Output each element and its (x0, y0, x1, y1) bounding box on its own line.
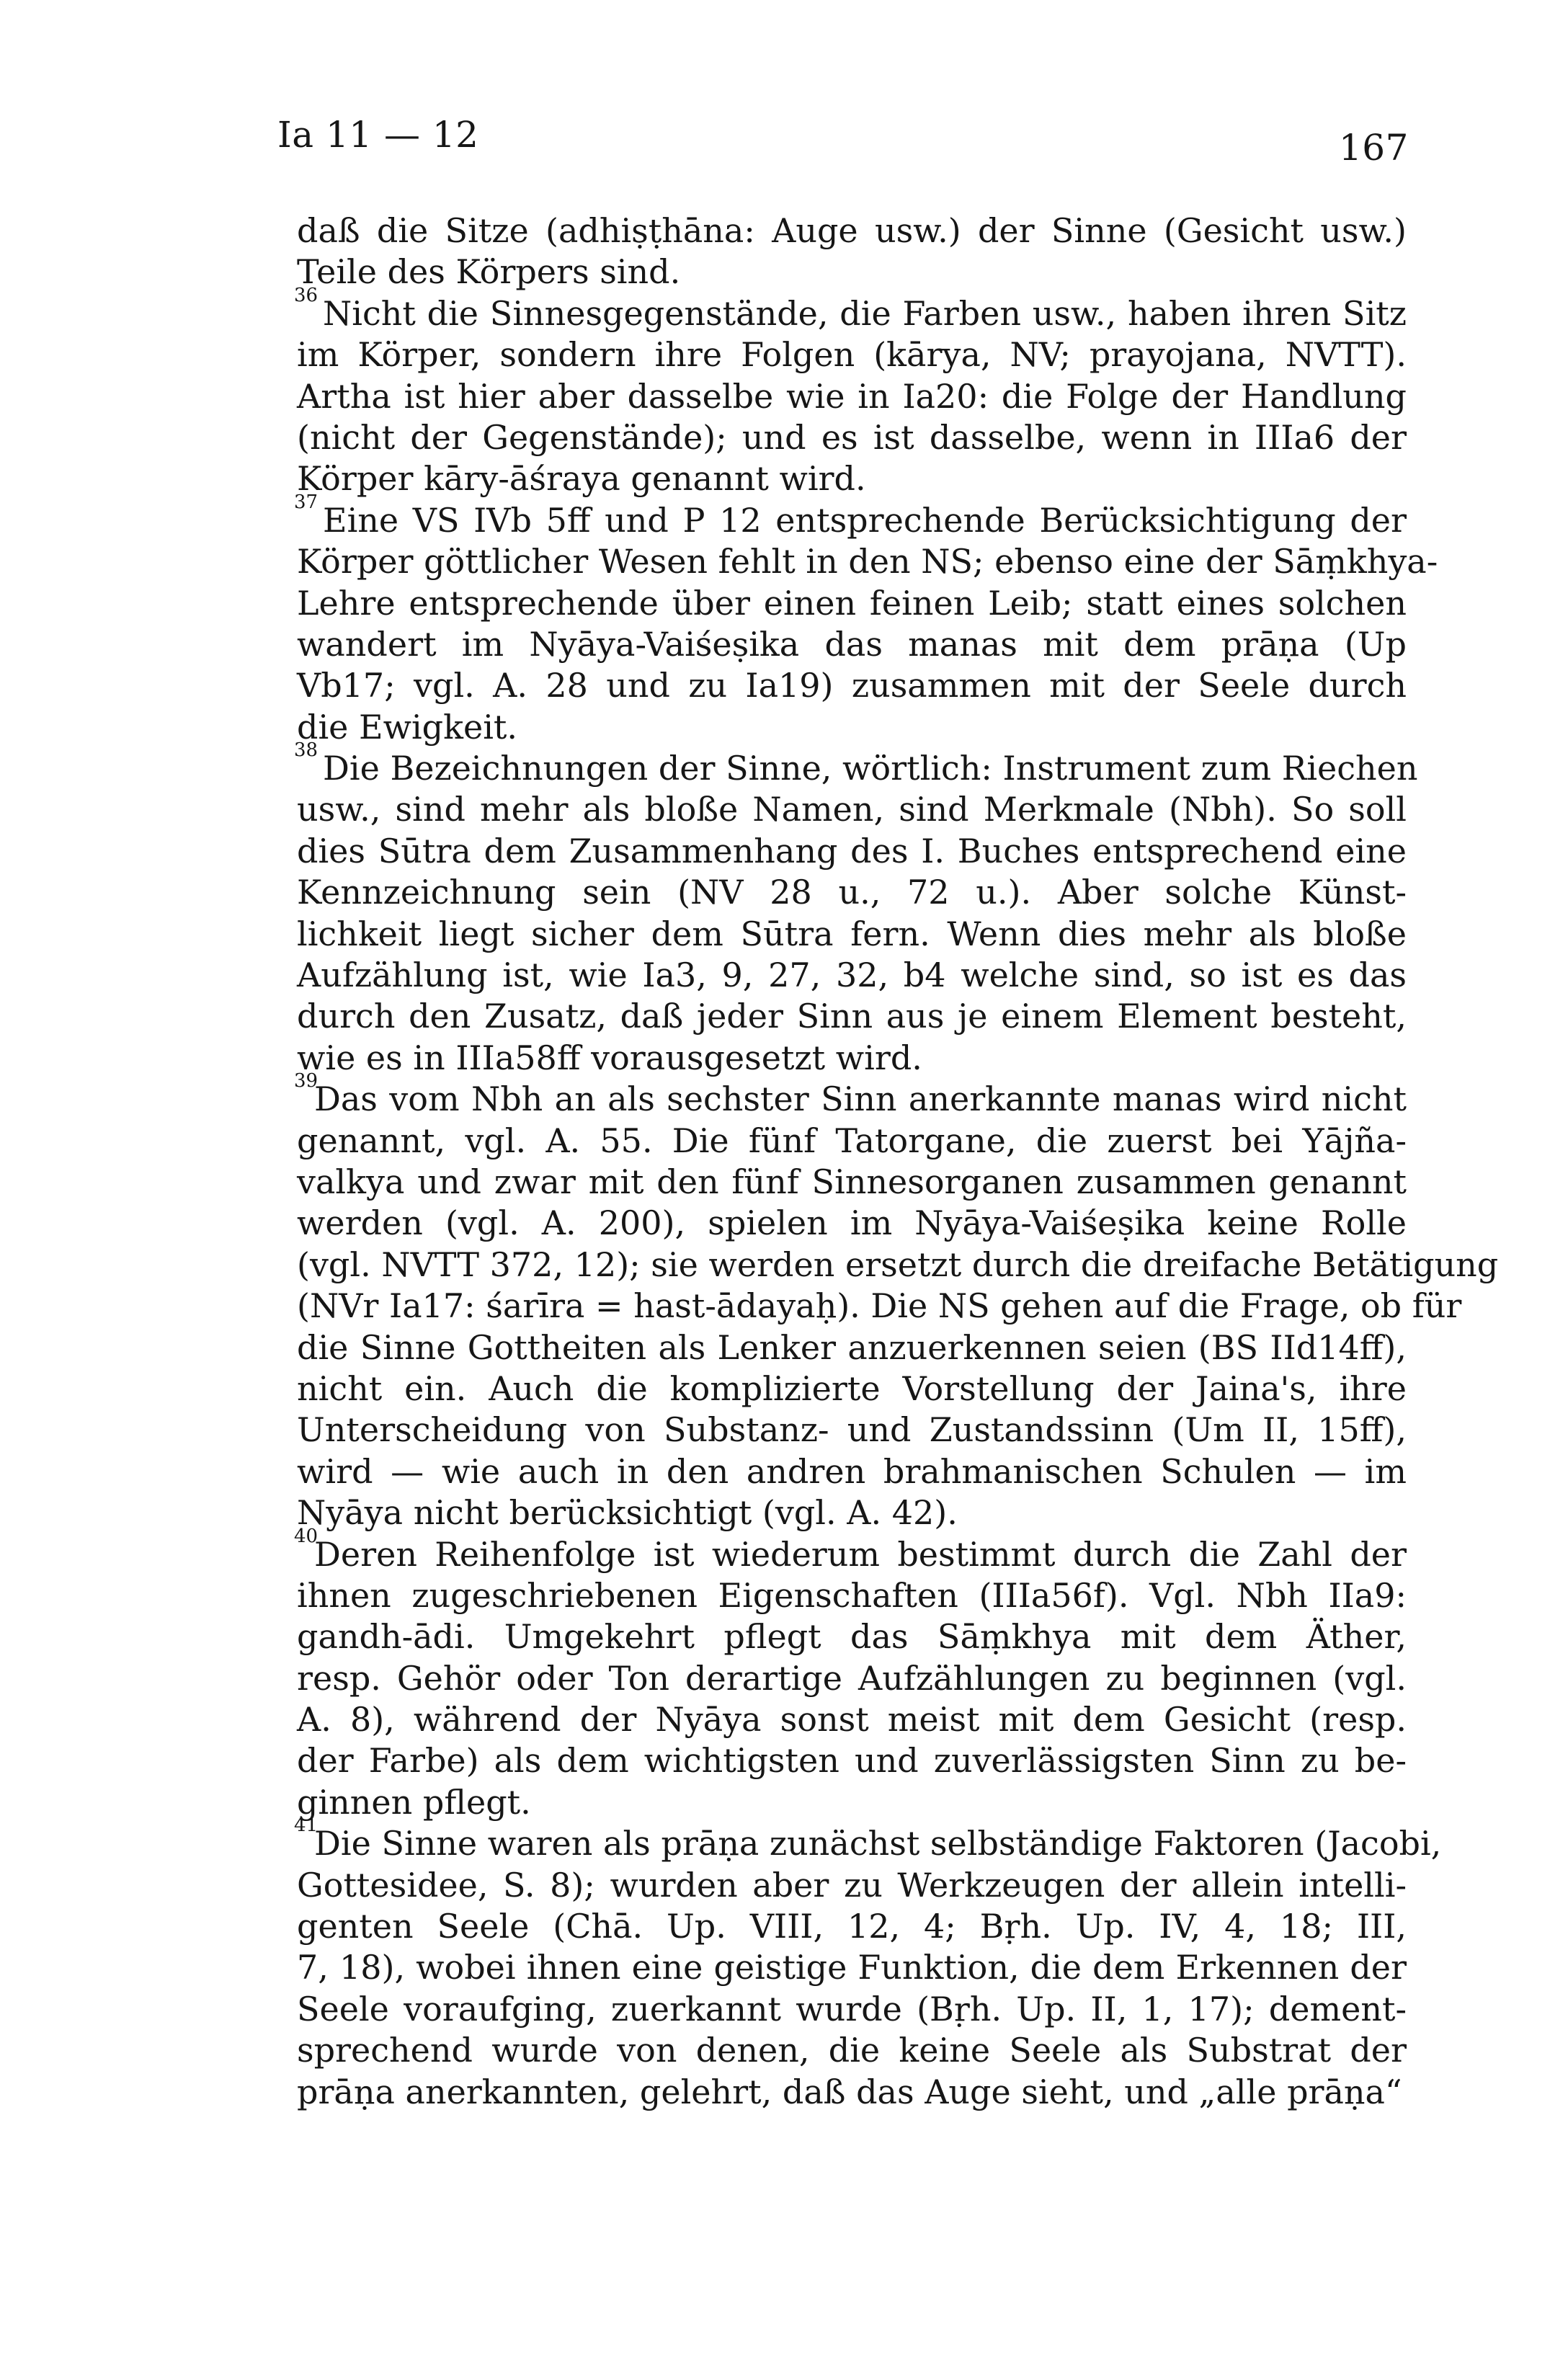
footnote-number: 40 (294, 1525, 318, 1547)
footnote-line: wandert im Nyāya-Vaiśeṣika das manas mit dem prāṇa (Up (297, 624, 1407, 664)
footnote-line: nicht ein. Auch die komplizierte Vorstellung der Jaina's, ihre (297, 1368, 1407, 1408)
text-line: daß die Sitze (adhiṣṭhāna: Auge usw.) der Sinne (Gesicht usw.) (297, 211, 1407, 250)
footnote-line: valkya und zwar mit den fünf Sinnesorganen zusammen genannt (297, 1162, 1407, 1201)
footnote-line: 7, 18), wobei ihnen eine geistige Funktion, die dem Erkennen der (297, 1948, 1407, 1987)
footnote-line: Die Bezeichnungen der Sinne, wörtlich: Instrument zum Riechen (323, 749, 1418, 788)
footnote-line: Gottesidee, S. 8); wurden aber zu Werkzeugen der allein intelli- (297, 1865, 1407, 1905)
footnote-line: Kennzeichnung sein (NV 28 u., 72 u.). Aber solche Künst- (297, 873, 1407, 912)
footnote-line: genten Seele (Chā. Up. VIII, 12, 4; Bṛh. Up. IV, 4, 18; III, (297, 1907, 1407, 1946)
footnote-number: 37 (294, 491, 318, 513)
footnote-number: 38 (294, 739, 318, 762)
footnote-line: werden (vgl. A. 200), spielen im Nyāya-Vaiśeṣika keine Rolle (297, 1203, 1407, 1243)
footnote-line: Aufzählung ist, wie Ia3, 9, 27, 32, b4 welche sind, so ist es das (297, 956, 1407, 995)
footnote-number: 39 (294, 1070, 318, 1092)
footnote-line: lichkeit liegt sicher dem Sūtra fern. Wenn dies mehr als bloße (297, 914, 1407, 953)
footnote-line: wie es in IIIa58ff vorausgesetzt wird. (297, 1038, 922, 1077)
footnote-line: prāṇa anerkannten, gelehrt, daß das Auge sieht, und „alle prāṇa“ (297, 2072, 1402, 2111)
footnote-line: Seele voraufging, zuerkannt wurde (Bṛh. Up. II, 1, 17); dement- (297, 1989, 1407, 2029)
footnote-line: durch den Zusatz, daß jeder Sinn aus je einem Element besteht, (297, 997, 1407, 1036)
footnote-line: Deren Reihenfolge ist wiederum bestimmt durch die Zahl der (314, 1534, 1407, 1574)
footnote-line: resp. Gehör oder Ton derartige Aufzählungen zu beginnen (vgl. (297, 1658, 1407, 1698)
footnote-line: die Sinne Gottheiten als Lenker anzuerkennen seien (BS IId14ff), (297, 1327, 1407, 1367)
footnote-line: im Körper, sondern ihre Folgen (kārya, NV; prayojana, NVTT). (297, 335, 1407, 375)
footnote (294, 1070, 1499, 1533)
footnote-line: Körper göttlicher Wesen fehlt in den NS; ebenso eine der Sāṃkhya- (297, 542, 1438, 582)
text-line: Teile des Körpers sind. (297, 252, 681, 292)
footnote (294, 491, 1438, 748)
footnote-line: ihnen zugeschriebenen Eigenschaften (IIIa56f). Vgl. Nbh IIa9: (297, 1575, 1407, 1615)
footnote-line: (vgl. NVTT 372, 12); sie werden ersetzt durch die dreifache Betätigung (297, 1244, 1499, 1284)
running-head-left: Ia 11 — 12 (277, 114, 479, 156)
footnote-line: Die Sinne waren als prāṇa zunächst selbständige Faktoren (Jacobi, (314, 1824, 1442, 1863)
footnote-line: (NVr Ia17: śarīra = hast-ādayaḥ). Die NS gehen auf die Frage, ob für (297, 1286, 1462, 1326)
footnote (294, 1814, 1442, 2113)
footnote-line: Lehre entsprechende über einen feinen Leib; statt eines solchen (297, 583, 1407, 623)
footnote-line: Unterscheidung von Substanz- und Zustandssinn (Um II, 15ff), (297, 1410, 1407, 1450)
footnote (294, 284, 1407, 500)
footnote-line: genannt, vgl. A. 55. Die fünf Tatorgane, die zuerst bei Yājña- (297, 1121, 1407, 1160)
footnote-text-block (294, 210, 1499, 2113)
footnote-line: Nicht die Sinnesgegenstände, die Farben usw., haben ihren Sitz (323, 293, 1407, 333)
footnote-line: Das vom Nbh an als sechster Sinn anerkannte manas wird nicht (314, 1079, 1407, 1119)
footnote-line: A. 8), während der Nyāya sonst meist mit dem Gesicht (resp. (297, 1700, 1407, 1740)
footnote-line: (nicht der Gegenstände); und es ist dasselbe, wenn in IIIa6 der (297, 417, 1407, 457)
page-number: 167 (1339, 127, 1409, 169)
footnote-number: 36 (294, 284, 318, 306)
footnote (294, 1525, 1407, 1824)
footnote-line: Artha ist hier aber dasselbe wie in Ia20: die Folge der Handlung (297, 376, 1407, 416)
footnote-line: die Ewigkeit. (297, 707, 518, 747)
footnote-number: 41 (294, 1814, 318, 1837)
continued-note (297, 210, 1407, 293)
footnote (294, 739, 1418, 1079)
footnote-line: Vb17; vgl. A. 28 und zu Ia19) zusammen mit der Seele durch (297, 666, 1407, 705)
footnote-line: usw., sind mehr als bloße Namen, sind Merkmale (Nbh). So soll (297, 790, 1407, 829)
footnote-line: der Farbe) als dem wichtigsten und zuverlässigsten Sinn zu be- (297, 1741, 1407, 1781)
footnote-line: sprechend wurde von denen, die keine Seele als Substrat der (297, 2031, 1407, 2070)
footnote-line: Eine VS IVb 5ff und P 12 entsprechende Berücksichtigung der (323, 500, 1407, 540)
footnote-line: Körper kāry-āśraya genannt wird. (297, 459, 866, 499)
footnote-line: gandh-ādi. Umgekehrt pflegt das Sāṃkhya mit dem Äther, (297, 1617, 1407, 1657)
footnote-line: Nyāya nicht berücksichtigt (vgl. A. 42). (297, 1493, 958, 1533)
footnote-line: ginnen pflegt. (297, 1782, 531, 1822)
footnote-line: wird — wie auch in den andren brahmanischen Schulen — im (297, 1451, 1407, 1491)
footnote-line: dies Sūtra dem Zusammenhang des I. Buches entsprechend eine (297, 831, 1407, 870)
